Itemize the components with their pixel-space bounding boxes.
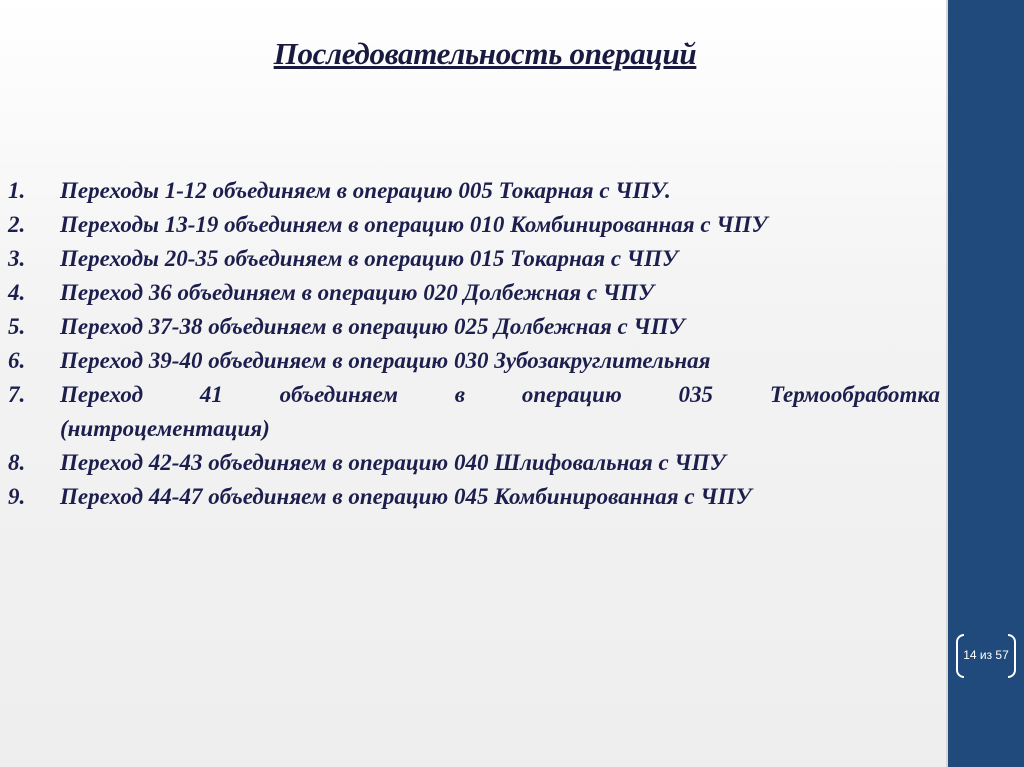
list-item-text: Переход 44-47 объединяем в операцию 045 Комбинированная с ЧПУ: [60, 484, 752, 509]
page-counter-text: 14 из 57: [963, 648, 1009, 662]
list-item-number: 5.: [8, 314, 26, 339]
list-item-text-line1: Переход 41 объединяем в операцию 035 Термообработка: [60, 382, 940, 407]
list-item-number: 6.: [8, 348, 26, 373]
operations-list: [8, 174, 940, 514]
list-item-number: 1.: [8, 178, 26, 203]
list-item-text: Переход 42-43 объединяем в операцию 040 Шлифовальная с ЧПУ: [60, 450, 726, 475]
list-item: [8, 208, 940, 242]
list-item-number: 9.: [8, 484, 26, 509]
list-item: [8, 174, 940, 208]
slide-title: Последовательность операций: [273, 36, 697, 71]
list-item: [8, 446, 940, 480]
list-item-text: Переходы 13-19 объединяем в операцию 010 Комбинированная с ЧПУ: [60, 212, 768, 237]
list-item-text-line2: (нитроцементация): [60, 416, 270, 441]
list-item: [8, 344, 940, 378]
list-item-number: 8.: [8, 450, 26, 475]
list-item: [8, 276, 940, 310]
list-item: [8, 378, 940, 446]
list-item-text: Переход 37-38 объединяем в операцию 025 Долбежная с ЧПУ: [60, 314, 685, 339]
list-item-number: 4.: [8, 280, 26, 305]
list-item-number: 2.: [8, 212, 26, 237]
right-bracket-icon: [1008, 634, 1016, 678]
list-item-text: Переходы 20-35 объединяем в операцию 015 Токарная с ЧПУ: [60, 246, 678, 271]
list-item: [8, 310, 940, 344]
list-item: [8, 480, 940, 514]
list-item: [8, 242, 940, 276]
list-item-text: Переход 39-40 объединяем в операцию 030 Зубозакруглительная: [60, 348, 711, 373]
list-item-text: Переход 36 объединяем в операцию 020 Долбежная с ЧПУ: [60, 280, 654, 305]
list-item-text: Переходы 1-12 объединяем в операцию 005 Токарная с ЧПУ.: [60, 178, 671, 203]
list-item-number: 3.: [8, 246, 26, 271]
page-counter: [956, 634, 1016, 680]
list-item-number: 7.: [8, 382, 26, 407]
